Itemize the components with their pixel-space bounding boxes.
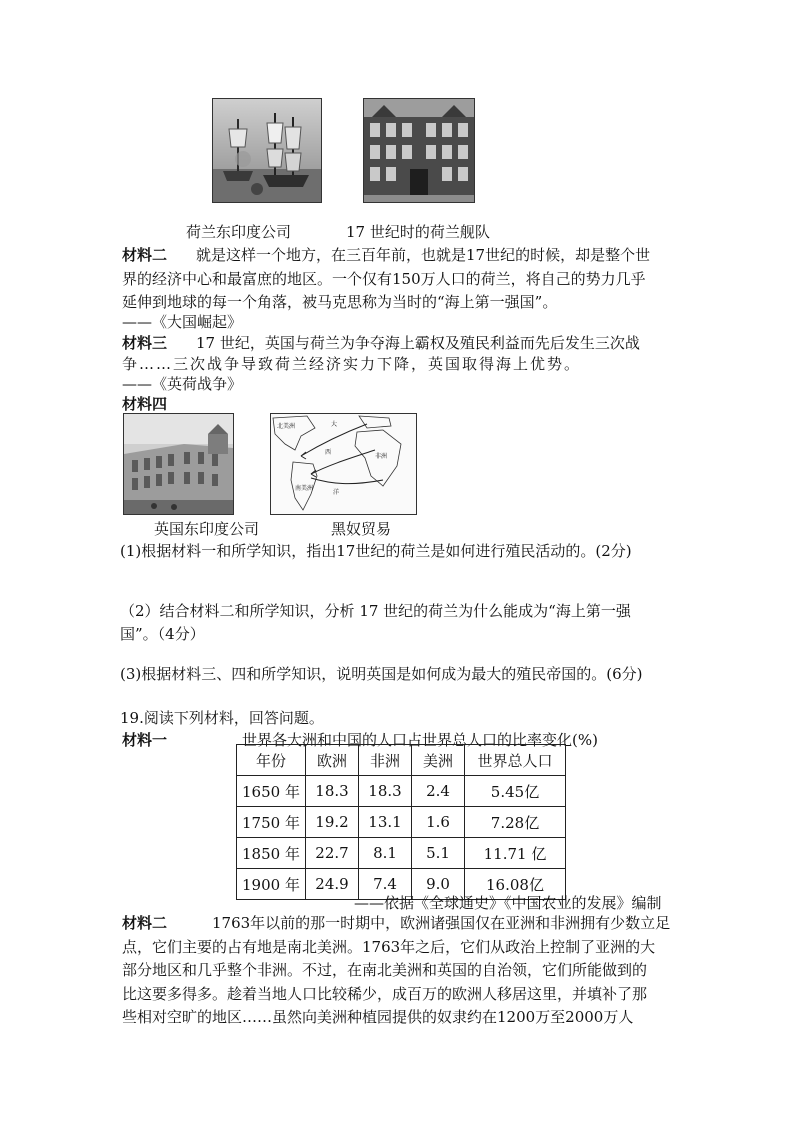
q19-material2-line: 部分地区和几乎整个非洲。不过，在南北美洲和英国的自治领，它们所能做到的 — [122, 961, 648, 979]
material2-source: ——《大国崛起》 — [122, 313, 243, 331]
slave-trade-map — [270, 413, 417, 515]
table-cell: 5.45亿 — [465, 776, 566, 807]
table-cell: 2.4 — [412, 776, 465, 807]
map-label-atlantic: 大 — [331, 421, 338, 428]
table-cell: 1900 年 — [237, 869, 306, 900]
map-label-west: 西 — [325, 449, 332, 456]
table-cell: 8.1 — [359, 838, 412, 869]
question-3: (3)根据材料三、四和所学知识，说明英国是如何成为最大的殖民帝国的。(6分) — [120, 665, 643, 683]
material4-label: 材料四 — [122, 395, 168, 413]
table-header-cell: 世界总人口 — [465, 745, 566, 776]
photo-caption-slave-trade: 黑奴贸易 — [331, 520, 392, 538]
table-cell: 7.4 — [359, 869, 412, 900]
table-header-cell: 非洲 — [359, 745, 412, 776]
q19-material2-line: 比这要多得多。趁着当地人口比较稀少，成百万的欧洲人移居这里，并填补了那 — [122, 985, 648, 1003]
map-label-africa: 非洲 — [375, 453, 388, 460]
table-source: ——依据《全球通史》《中国农业的发展》编制 — [354, 894, 662, 912]
material3-line: 17 世纪，英国与荷兰为争夺海上霸权及殖民利益而先后发生三次战 — [196, 334, 640, 352]
photo-caption-british-east-india: 英国东印度公司 — [154, 520, 260, 538]
material2-line: 就是这样一个地方，在三百年前，也就是17世纪的时候，却是整个世 — [196, 246, 651, 264]
material2-line: 延伸到地球的每一个角落，被马克思称为当时的“海上第一强国”。 — [122, 293, 558, 311]
british-east-india-company-photo — [123, 413, 234, 515]
material3-source: ——《英荷战争》 — [122, 375, 243, 393]
table-cell: 13.1 — [359, 807, 412, 838]
table-cell: 18.3 — [359, 776, 412, 807]
population-table — [236, 744, 566, 900]
table-cell: 1850 年 — [237, 838, 306, 869]
table-cell: 22.7 — [306, 838, 359, 869]
material3-line: 争……三次战争导致荷兰经济实力下降，英国取得海上优势。 — [122, 355, 582, 373]
map-label-south-america: 南美洲 — [295, 485, 314, 492]
q19-material2-line: 些相对空旷的地区……虽然向美洲种植园提供的奴隶约在1200万至2000万人 — [122, 1008, 634, 1026]
map-label-north-america: 北美洲 — [277, 423, 296, 430]
table-title: 世界各大洲和中国的人口占世界总人口的比率变化(%) — [242, 731, 598, 749]
photo-caption-dutch-east-india: 荷兰东印度公司 — [186, 223, 292, 241]
q19-material2-line: 点，它们主要的占有地是南北美洲。1763年之后，它们从政治上控制了亚洲的大 — [122, 938, 656, 956]
table-row — [237, 776, 566, 807]
q19-material1-label: 材料一 — [122, 731, 168, 749]
table-cell: 7.28亿 — [465, 807, 566, 838]
table-cell: 1.6 — [412, 807, 465, 838]
table-cell: 18.3 — [306, 776, 359, 807]
table-row — [237, 838, 566, 869]
question-2-line1: （2）结合材料二和所学知识，分析 17 世纪的荷兰为什么能成为“海上第一强 — [120, 602, 631, 620]
table-cell: 11.71 亿 — [465, 838, 566, 869]
photo-caption-dutch-fleet: 17 世纪时的荷兰舰队 — [346, 223, 490, 241]
table-header-cell: 欧洲 — [306, 745, 359, 776]
question-2-line2: 国”。（4分） — [120, 625, 205, 643]
map-label-sea: 洋 — [333, 489, 340, 496]
material2-label: 材料二 — [122, 246, 168, 264]
table-cell: 24.9 — [306, 869, 359, 900]
table-header-cell: 年份 — [237, 745, 306, 776]
material3-label: 材料三 — [122, 334, 168, 352]
table-cell: 16.08亿 — [465, 869, 566, 900]
material2-line: 界的经济中心和最富庶的地区。一个仅有150万人口的荷兰，将自己的势力几乎 — [122, 270, 646, 288]
question-1: (1)根据材料一和所学知识，指出17世纪的荷兰是如何进行殖民活动的。(2分) — [120, 542, 632, 560]
table-cell: 5.1 — [412, 838, 465, 869]
table-cell: 1750 年 — [237, 807, 306, 838]
table-cell: 19.2 — [306, 807, 359, 838]
table-cell: 9.0 — [412, 869, 465, 900]
q19-material2-line: 1763年以前的那一时期中，欧洲诸强国仅在亚洲和非洲拥有少数立足 — [212, 914, 671, 932]
table-header-row — [237, 745, 566, 776]
dutch-fleet-photo — [212, 98, 322, 203]
table-cell: 1650 年 — [237, 776, 306, 807]
q19-title: 19.阅读下列材料，回答问题。 — [120, 709, 324, 727]
dutch-east-india-company-photo — [363, 98, 475, 203]
table-row — [237, 807, 566, 838]
q19-material2-label: 材料二 — [122, 914, 168, 932]
table-header-cell: 美洲 — [412, 745, 465, 776]
